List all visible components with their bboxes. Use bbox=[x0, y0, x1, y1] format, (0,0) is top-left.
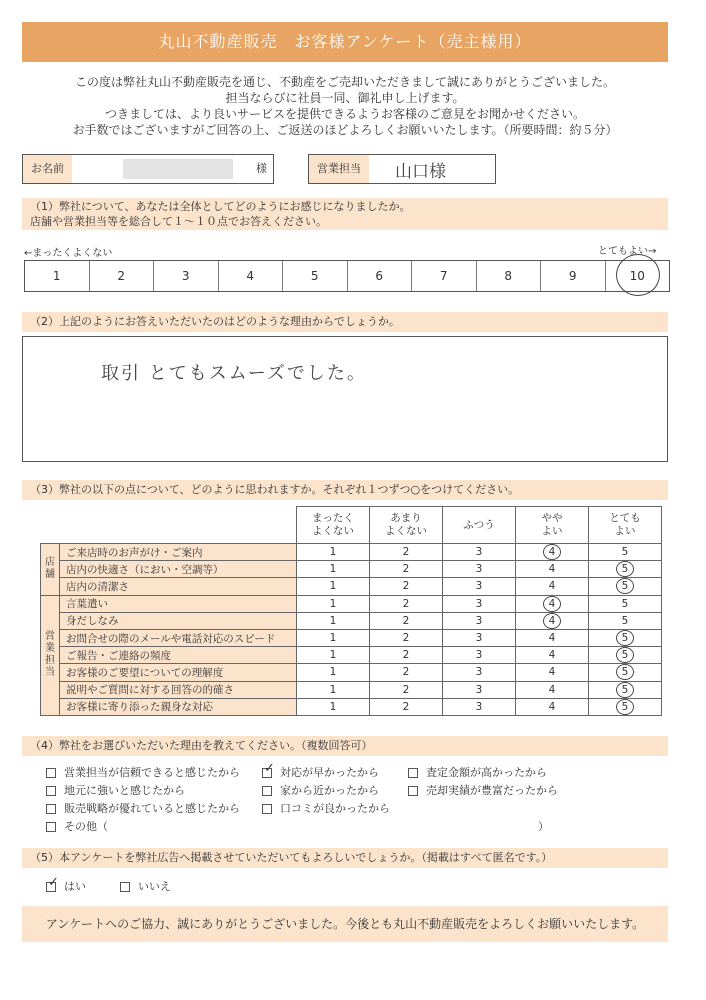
staff-field[interactable] bbox=[308, 154, 496, 184]
option-sales-strategy[interactable] bbox=[46, 800, 240, 816]
rating-value: 2 bbox=[402, 597, 410, 610]
row-label: 言葉遣い bbox=[60, 595, 297, 612]
rating-value: 1 bbox=[329, 563, 337, 576]
row-label: ご来店時のお声がけ・ご案内 bbox=[60, 544, 297, 561]
name-label: お名前 bbox=[23, 155, 72, 183]
rating-value: 4 bbox=[548, 649, 556, 662]
q2-header: （2）上記のようにお答えいただいたのはどのような理由からでしょうか。 bbox=[22, 312, 668, 332]
rating-cell[interactable] bbox=[516, 595, 589, 612]
scale-cell[interactable]: 6 bbox=[348, 261, 413, 291]
rating-cell[interactable] bbox=[589, 544, 662, 561]
staff-label: 営業担当 bbox=[309, 155, 369, 183]
rating-cell[interactable] bbox=[589, 698, 662, 715]
row-label: 説明やご質問に対する回答の的確さ bbox=[60, 681, 297, 698]
row-label: お問合せの際のメールや電話対応のスピード bbox=[60, 629, 297, 646]
check-mark-icon: ✓ bbox=[264, 761, 275, 776]
row-label: 身だしなみ bbox=[60, 612, 297, 629]
rating-table bbox=[40, 506, 662, 716]
checkbox-checked[interactable] bbox=[262, 761, 275, 778]
rating-value: 1 bbox=[329, 546, 337, 559]
rating-cell[interactable] bbox=[516, 544, 589, 561]
rating-cell[interactable] bbox=[443, 647, 516, 664]
checkbox[interactable] bbox=[46, 804, 56, 814]
rating-cell[interactable] bbox=[516, 561, 589, 578]
q1-text: （1）弊社について、あなたは全体としてどのようにお感じになりましたか。 bbox=[30, 200, 411, 213]
rating-value-circled: 4 bbox=[543, 596, 561, 612]
rating-value: 5 bbox=[621, 614, 629, 627]
rating-value: 1 bbox=[329, 614, 337, 627]
group-label-store: 店 舗 bbox=[41, 544, 60, 596]
table-row bbox=[41, 561, 662, 578]
footer-message: アンケートへのご協力、誠にありがとうございました。今後とも丸山不動産販売をよろしくお願いいたします。 bbox=[22, 906, 668, 942]
rating-cell[interactable] bbox=[297, 664, 370, 681]
rating-cell[interactable] bbox=[370, 629, 443, 646]
rating-cell[interactable] bbox=[589, 561, 662, 578]
rating-value-circled: 5 bbox=[616, 699, 634, 715]
intro-text bbox=[40, 74, 650, 138]
intro-line: つきましては、より良いサービスを提供できるようお客様のご意見をお聞かせください。 bbox=[104, 107, 585, 121]
rating-cell[interactable] bbox=[516, 647, 589, 664]
option-label: 家から近かったから bbox=[280, 784, 379, 797]
option-label: 査定金額が高かったから bbox=[426, 766, 547, 779]
rating-value: 4 bbox=[548, 683, 556, 696]
row-label: ご報告・ご連絡の頻度 bbox=[60, 647, 297, 664]
rating-cell[interactable] bbox=[370, 544, 443, 561]
option-local-strength[interactable] bbox=[46, 782, 185, 798]
rating-cell[interactable] bbox=[589, 612, 662, 629]
q5-header: （5）本アンケートを弊社広告へ掲載させていただいてもよろしいでしょうか。（掲載はすべて匿名です。） bbox=[22, 848, 668, 868]
scale-cell[interactable]: 4 bbox=[219, 261, 284, 291]
rating-value: 2 bbox=[402, 614, 410, 627]
checkbox[interactable] bbox=[46, 786, 56, 796]
rating-value: 3 bbox=[475, 632, 483, 645]
option-near-home[interactable] bbox=[262, 782, 379, 798]
option-label: いいえ bbox=[138, 880, 171, 893]
intro-line: 担当ならびに社員一同、御礼申し上げます。 bbox=[225, 91, 465, 105]
rating-value: 3 bbox=[475, 614, 483, 627]
rating-cell[interactable] bbox=[297, 647, 370, 664]
name-suffix: 様 bbox=[256, 162, 267, 175]
selected-score-circle bbox=[616, 254, 660, 296]
rating-cell[interactable] bbox=[297, 544, 370, 561]
column-header: ふつう bbox=[443, 507, 516, 544]
row-label: お客様のご要望についての理解度 bbox=[60, 664, 297, 681]
survey-title: 丸山不動産販売 お客様アンケート（売主様用） bbox=[22, 22, 668, 62]
option-label: 営業担当が信頼できると感じたから bbox=[64, 766, 240, 779]
intro-line: この度は弊社丸山不動産販売を通じ、不動産をご売却いただきまして誠にありがとうございました。 bbox=[74, 75, 615, 89]
rating-value: 2 bbox=[402, 632, 410, 645]
rating-cell[interactable] bbox=[370, 612, 443, 629]
table-row bbox=[41, 681, 662, 698]
rating-value: 2 bbox=[402, 700, 410, 713]
rating-value: 1 bbox=[329, 649, 337, 662]
rating-cell[interactable] bbox=[589, 629, 662, 646]
rating-value: 2 bbox=[402, 666, 410, 679]
row-label: 店内の清潔さ bbox=[60, 578, 297, 595]
rating-cell[interactable] bbox=[516, 698, 589, 715]
column-header: あまり よくない bbox=[370, 507, 443, 544]
checkbox[interactable] bbox=[262, 786, 272, 796]
rating-value: 2 bbox=[402, 649, 410, 662]
rating-value: 4 bbox=[548, 666, 556, 679]
column-header: とても よい bbox=[589, 507, 662, 544]
table-row bbox=[41, 629, 662, 646]
row-label: お客様に寄り添った親身な対応 bbox=[60, 698, 297, 715]
name-field[interactable] bbox=[22, 154, 274, 184]
checkbox[interactable] bbox=[408, 786, 418, 796]
option-other-close: ） bbox=[538, 820, 549, 833]
option-fast-response[interactable] bbox=[262, 761, 379, 780]
rating-value: 4 bbox=[548, 700, 556, 713]
rating-value: 1 bbox=[329, 683, 337, 696]
rating-value: 2 bbox=[402, 563, 410, 576]
rating-cell[interactable] bbox=[443, 544, 516, 561]
rating-value-circled: 5 bbox=[616, 682, 634, 698]
rating-value-circled: 5 bbox=[616, 578, 634, 594]
rating-cell[interactable] bbox=[516, 612, 589, 629]
column-header: やや よい bbox=[516, 507, 589, 544]
q2-handwritten-answer: 取引 とてもスムーズでした。 bbox=[101, 363, 367, 384]
scale-cell[interactable]: 5 bbox=[283, 261, 348, 291]
option-reviews[interactable] bbox=[262, 800, 390, 816]
rating-cell[interactable] bbox=[443, 561, 516, 578]
rating-value-circled: 5 bbox=[616, 630, 634, 646]
rating-value-circled: 5 bbox=[616, 647, 634, 663]
option-staff-trust[interactable] bbox=[46, 764, 240, 780]
option-label: 対応が早かったから bbox=[280, 766, 379, 779]
q1-header bbox=[22, 198, 668, 230]
rating-cell[interactable] bbox=[516, 681, 589, 698]
rating-value: 1 bbox=[329, 700, 337, 713]
option-label: 地元に強いと感じたから bbox=[64, 784, 185, 797]
option-label: その他（ bbox=[64, 820, 108, 833]
rating-value-circled: 4 bbox=[543, 613, 561, 629]
table-row bbox=[41, 595, 662, 612]
scale-cell[interactable]: 8 bbox=[477, 261, 542, 291]
rating-value-circled: 4 bbox=[543, 544, 561, 560]
rating-cell[interactable] bbox=[370, 698, 443, 715]
rating-cell[interactable] bbox=[297, 561, 370, 578]
rating-value: 3 bbox=[475, 597, 483, 610]
rating-cell[interactable] bbox=[370, 561, 443, 578]
option-sales-record[interactable] bbox=[408, 782, 558, 798]
rating-cell[interactable] bbox=[443, 595, 516, 612]
table-row bbox=[41, 544, 662, 561]
rating-cell[interactable] bbox=[370, 647, 443, 664]
rating-cell[interactable] bbox=[589, 595, 662, 612]
rating-scale[interactable] bbox=[24, 260, 670, 292]
rating-value: 4 bbox=[548, 580, 556, 593]
rating-cell[interactable] bbox=[370, 595, 443, 612]
scale-cell[interactable]: 3 bbox=[154, 261, 219, 291]
intro-line: お手数ではございますがご回答の上、ご返送のほどよろしくお願いいたします。（所要時間：約５分） bbox=[72, 123, 618, 137]
rating-cell[interactable] bbox=[443, 612, 516, 629]
rating-value: 1 bbox=[329, 666, 337, 679]
rating-cell[interactable] bbox=[516, 629, 589, 646]
rating-value: 5 bbox=[621, 546, 629, 559]
checkbox[interactable] bbox=[262, 804, 272, 814]
rating-value: 1 bbox=[329, 632, 337, 645]
scale-cell[interactable]: 7 bbox=[412, 261, 477, 291]
group-label-sales: 営 業 担 当 bbox=[41, 595, 60, 715]
table-row bbox=[41, 578, 662, 595]
rating-cell[interactable] bbox=[516, 578, 589, 595]
table-row bbox=[41, 698, 662, 715]
q4-header: （4）弊社をお選びいただいた理由を教えてください。（複数回答可） bbox=[22, 736, 668, 756]
row-label: 店内の快適さ（におい・空調等） bbox=[60, 561, 297, 578]
rating-value: 4 bbox=[548, 563, 556, 576]
table-row bbox=[41, 612, 662, 629]
rating-value: 3 bbox=[475, 666, 483, 679]
rating-cell[interactable] bbox=[516, 664, 589, 681]
scale-low-label: ←まったくよくない bbox=[24, 248, 113, 259]
option-label: はい bbox=[64, 880, 86, 893]
rating-value: 4 bbox=[548, 632, 556, 645]
rating-cell[interactable] bbox=[370, 578, 443, 595]
scale-cell[interactable]: 1 bbox=[25, 261, 90, 291]
table-row bbox=[41, 664, 662, 681]
rating-cell[interactable] bbox=[297, 578, 370, 595]
rating-cell[interactable] bbox=[443, 578, 516, 595]
option-label: 販売戦略が優れていると感じたから bbox=[64, 802, 240, 815]
rating-cell[interactable] bbox=[589, 681, 662, 698]
checkbox[interactable] bbox=[46, 822, 56, 832]
scale-high-label: とてもよい→ bbox=[598, 246, 657, 257]
scale-cell[interactable]: 2 bbox=[90, 261, 155, 291]
option-label: 口コミが良かったから bbox=[280, 802, 390, 815]
rating-cell[interactable] bbox=[443, 664, 516, 681]
rating-value-circled: 5 bbox=[616, 664, 634, 680]
rating-cell[interactable] bbox=[443, 681, 516, 698]
rating-cell[interactable] bbox=[589, 647, 662, 664]
q1-subtext: 店舗や営業担当等を総合して１～１０点でお答えください。 bbox=[30, 215, 327, 228]
option-yes[interactable] bbox=[46, 875, 86, 894]
rating-value: 3 bbox=[475, 580, 483, 593]
checkbox[interactable] bbox=[408, 768, 418, 778]
rating-cell[interactable] bbox=[297, 698, 370, 715]
rating-value: 3 bbox=[475, 563, 483, 576]
rating-cell[interactable] bbox=[589, 578, 662, 595]
rating-cell[interactable] bbox=[297, 681, 370, 698]
rating-value: 5 bbox=[621, 597, 629, 610]
rating-value: 3 bbox=[475, 649, 483, 662]
option-no[interactable] bbox=[120, 878, 171, 894]
scale-cell[interactable]: 10 bbox=[629, 269, 645, 283]
option-high-appraisal[interactable] bbox=[408, 764, 547, 780]
rating-value: 1 bbox=[329, 597, 337, 610]
rating-value: 2 bbox=[402, 580, 410, 593]
column-header: まったく よくない bbox=[297, 507, 370, 544]
q2-answer-box[interactable] bbox=[22, 336, 668, 462]
rating-cell[interactable] bbox=[443, 629, 516, 646]
rating-value: 3 bbox=[475, 683, 483, 696]
option-label: 売却実績が豊富だったから bbox=[426, 784, 558, 797]
checkbox[interactable] bbox=[46, 768, 56, 778]
rating-value: 3 bbox=[475, 546, 483, 559]
q3-header: （3）弊社の以下の点について、どのように思われますか。それぞれ１つずつ○をつけてください。 bbox=[22, 480, 668, 500]
rating-cell[interactable] bbox=[370, 664, 443, 681]
checkbox-checked[interactable] bbox=[46, 875, 59, 892]
option-other[interactable] bbox=[46, 818, 108, 834]
redacted-name bbox=[123, 159, 233, 179]
staff-handwritten: 山口様 bbox=[395, 162, 446, 182]
check-mark-icon: ✓ bbox=[48, 875, 59, 890]
rating-value: 2 bbox=[402, 546, 410, 559]
rating-value: 2 bbox=[402, 683, 410, 696]
rating-cell[interactable] bbox=[297, 595, 370, 612]
rating-cell[interactable] bbox=[297, 612, 370, 629]
rating-cell[interactable] bbox=[589, 664, 662, 681]
rating-value-circled: 5 bbox=[616, 561, 634, 577]
rating-value: 3 bbox=[475, 700, 483, 713]
rating-cell[interactable] bbox=[443, 698, 516, 715]
table-row bbox=[41, 647, 662, 664]
rating-cell[interactable] bbox=[370, 681, 443, 698]
rating-cell[interactable] bbox=[297, 629, 370, 646]
checkbox[interactable] bbox=[120, 882, 130, 892]
scale-cell[interactable]: 9 bbox=[541, 261, 606, 291]
rating-value: 1 bbox=[329, 580, 337, 593]
